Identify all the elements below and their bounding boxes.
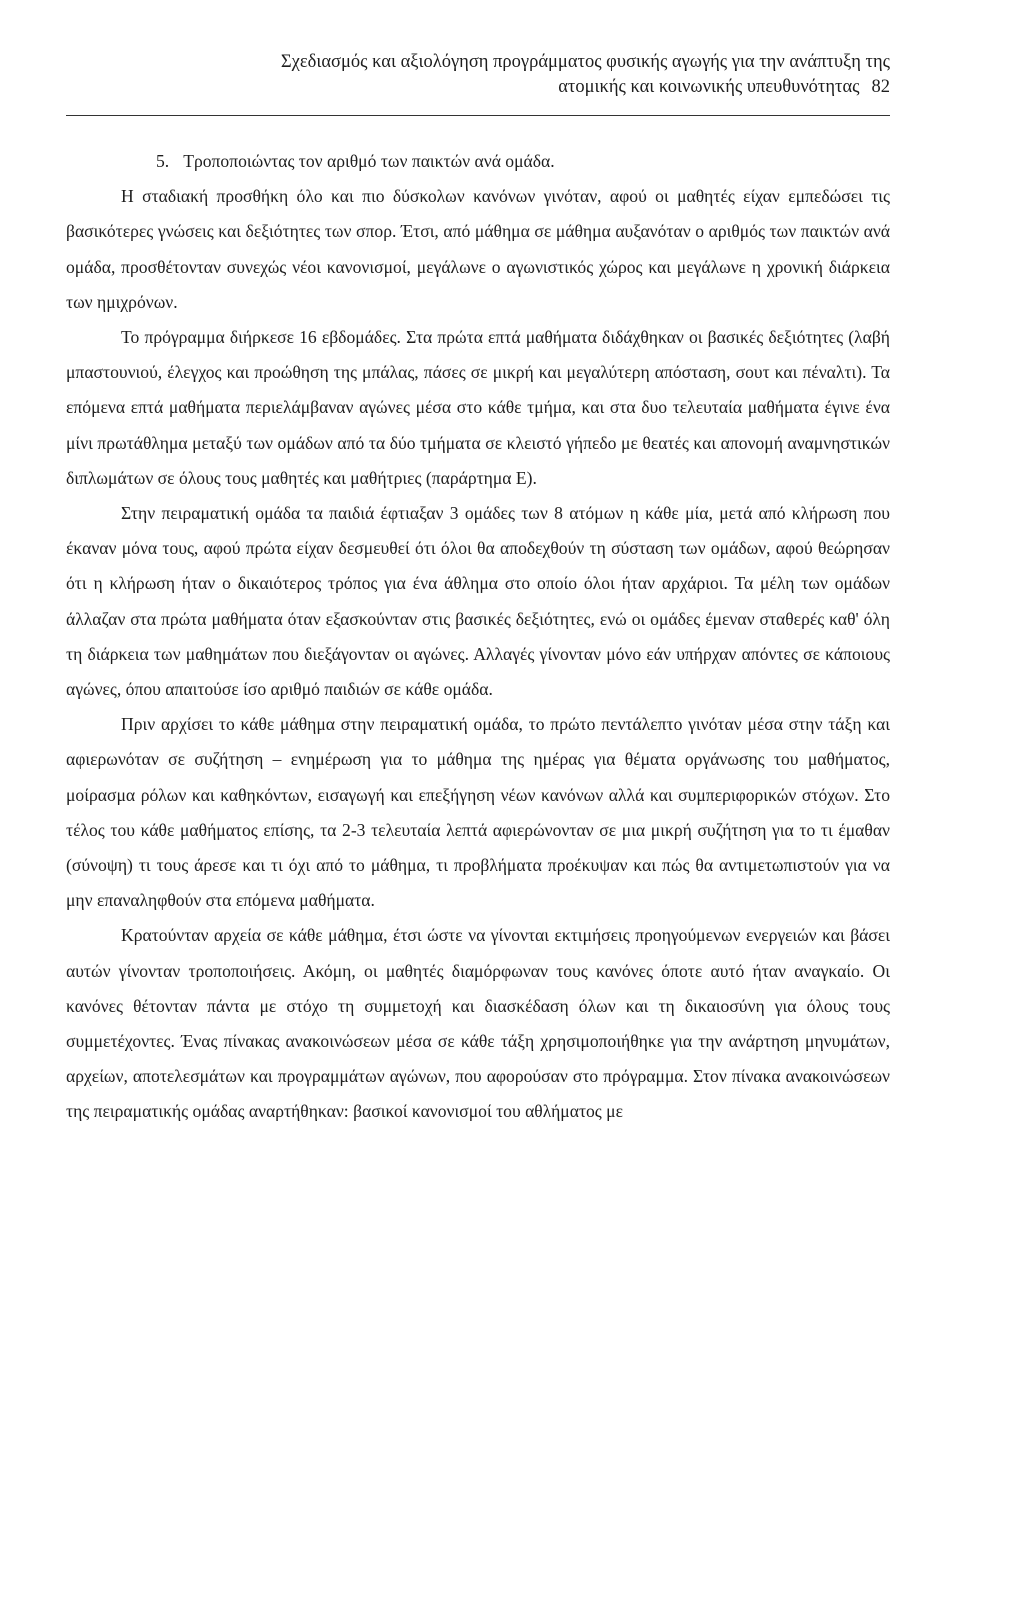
running-title-line-2-text: ατομικής και κοινωνικής υπευθυνότητας — [558, 77, 860, 97]
paragraph: Πριν αρχίσει το κάθε μάθημα στην πειραματική ομάδα, το πρώτο πεντάλεπτο γινόταν μέσα στην τάξη και αφιερωνόταν σε συζήτηση – ενημέρωση για το μάθημα της ημέρας για θέματα οργάνωσης του μαθήματος, μοίρασμα ρόλων και καθηκόντων, εισαγωγή και επεξήγηση νέων κανόνων αλλά και συμπεριφορικών στόχων. Στο τέλος του κάθε μαθήματος επίσης, τα 2-3 τελευταία λεπτά αφιερώνονταν σε μια μικρή συζήτηση για το τι έμαθαν (σύνοψη) τι τους άρεσε και τι όχι από το μάθημα, τι προβλήματα προέκυψαν και πώς θα αντιμετωπιστούν για να μην επαναληφθούν στα επόμενα μαθήματα. — [66, 714, 890, 911]
paragraph: Το πρόγραμμα διήρκεσε 16 εβδομάδες. Στα πρώτα επτά μαθήματα διδάχθηκαν οι βασικές δεξιότητες (λαβή μπαστουνιού, έλεγχος και προώθηση της μπάλας, πάσες σε μικρή και μεγαλύτερη απόσταση, σουτ και πέναλτι). Τα επόμενα επτά μαθήματα περιελάμβαναν αγώνες μέσα στο κάθε τμήμα, και στα δυο τελευταία μαθήματα έγινε ένα μίνι πρωτάθλημα μεταξύ των ομάδων από τα δύο τμήματα σε κλειστό γήπεδο με θεατές και απονομή αναμνηστικών διπλωμάτων σε όλους τους μαθητές και μαθήτριες (παράρτημα Ε). — [66, 327, 890, 488]
paragraph: Στην πειραματική ομάδα τα παιδιά έφτιαξαν 3 ομάδες των 8 ατόμων η κάθε μία, μετά από κλήρωση που έκαναν μόνα τους, αφού πρώτα είχαν δεσμευθεί ότι όλοι θα αποδεχθούν τη σύσταση των ομάδων, αφού θεώρησαν ότι η κλήρωση ήταν ο δικαιότερος τρόπος για ένα άθλημα στο οποίο όλοι ήταν αρχάριοι. Τα μέλη των ομάδων άλλαζαν στα πρώτα μαθήματα όταν εξασκούνταν στις βασικές δεξιότητες, ενώ οι ομάδες έμεναν σταθερές καθ' όλη τη διάρκεια των μαθημάτων που διεξάγονταν οι αγώνες. Αλλαγές γίνονταν μόνο εάν υπήρχαν απόντες σε κάποιους αγώνες, όπου απαιτούσε ίσο αριθμό παιδιών σε κάθε ομάδα. — [66, 503, 890, 700]
list-item-text: Τροποποιώντας τον αριθμό των παικτών ανά ομάδα. — [183, 151, 555, 171]
numbered-list-item — [66, 144, 890, 179]
list-item-number: 5. — [156, 151, 170, 171]
paragraph: Κρατούνταν αρχεία σε κάθε μάθημα, έτσι ώστε να γίνονται εκτιμήσεις προηγούμενων ενεργειών και βάσει αυτών γίνονταν τροποποιήσεις. Ακόμη, οι μαθητές διαμόρφωναν τους κανόνες όποτε αυτό ήταν αναγκαίο. Οι κανόνες θέτονταν πάντα με στόχο τη συμμετοχή και διασκέδαση όλων και τη δικαιοσύνη για όλους τους συμμετέχοντες. Ένας πίνακας ανακοινώσεων μέσα σε κάθε τάξη χρησιμοποιήθηκε για την ανάρτηση μηνυμάτων, αρχείων, αποτελεσμάτων και προγραμμάτων αγώνων, που αφορούσαν στο πρόγραμμα. Στον πίνακα ανακοινώσεων της πειραματικής ομάδας αναρτήθηκαν: βασικοί κανονισμοί του αθλήματος με — [66, 925, 890, 1122]
running-header — [66, 50, 890, 100]
running-title-line-1: Σχεδιασμός και αξιολόγηση προγράμματος φυσικής αγωγής για την ανάπτυξη της — [280, 52, 890, 72]
header-rule — [66, 115, 890, 116]
page-number: 82 — [871, 77, 890, 97]
body-text — [66, 144, 890, 1130]
paragraph: Η σταδιακή προσθήκη όλο και πιο δύσκολων κανόνων γινόταν, αφού οι μαθητές είχαν εμπεδώσει τις βασικότερες γνώσεις και δεξιότητες των σπορ. Έτσι, από μάθημα σε μάθημα αυξανόταν ο αριθμός των παικτών ανά ομάδα, προσθέτονταν συνεχώς νέοι κανονισμοί, μεγάλωνε ο αγωνιστικός χώρος και μεγάλωνε η χρονική διάρκεια των ημιχρόνων. — [66, 186, 890, 312]
running-title-line-2 — [66, 75, 890, 100]
